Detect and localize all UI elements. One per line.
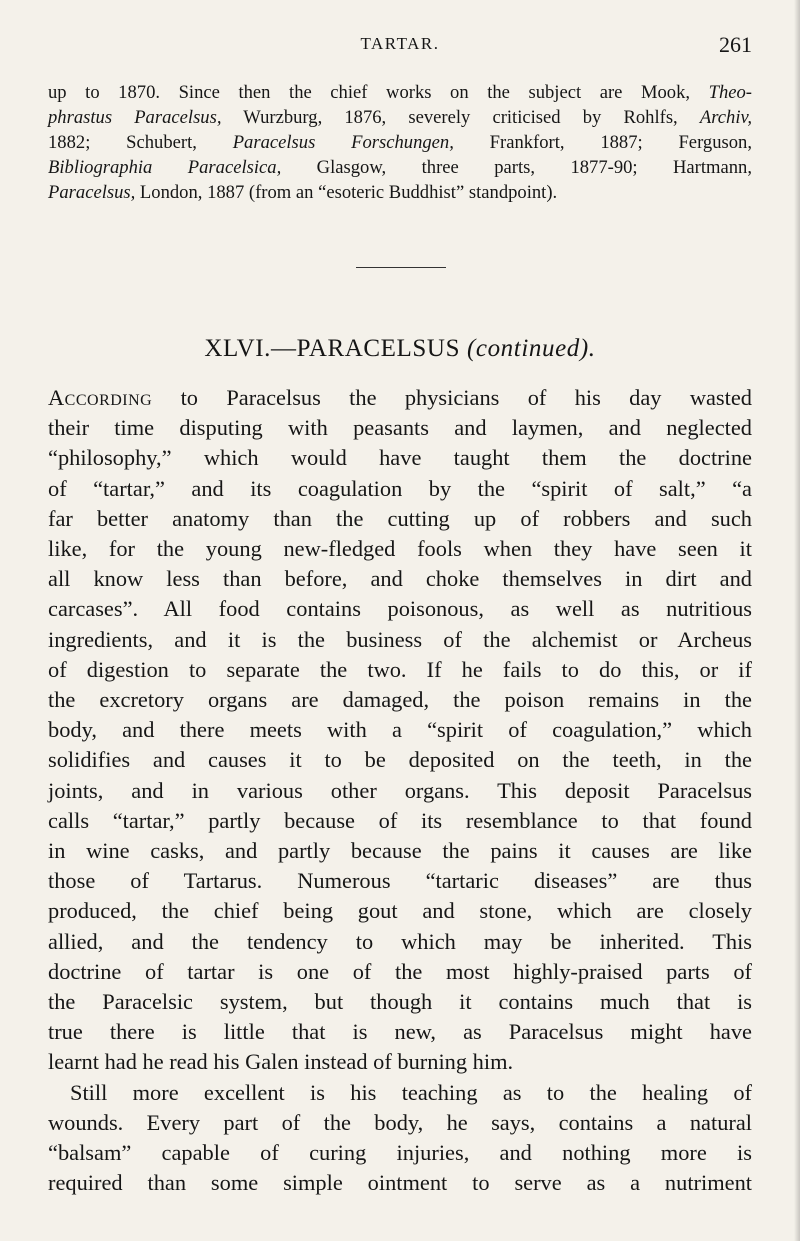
text-segment: those of Tartarus. Numerous “tartaric diseases” are thus xyxy=(48,868,752,894)
text-line xyxy=(48,443,752,473)
text-line xyxy=(48,655,752,685)
text-segment: “balsam” capable of curing injuries, and nothing more is xyxy=(48,1140,752,1166)
text-segment: 1882; Schubert, xyxy=(48,132,233,153)
text-line xyxy=(48,836,752,866)
text-line xyxy=(48,806,752,836)
text-line xyxy=(48,504,752,534)
text-line xyxy=(48,625,752,655)
text-line xyxy=(48,745,752,775)
text-line xyxy=(48,1108,752,1138)
text-line xyxy=(48,594,752,624)
text-segment: the Paracelsic system, but though it contains much that is xyxy=(48,989,752,1015)
text-segment: solidifies and causes it to be deposited on the teeth, in the xyxy=(48,747,752,773)
text-line xyxy=(48,1078,752,1108)
text-line xyxy=(48,957,752,987)
text-segment: up to 1870. Since then the chief works on the subject are Mook, xyxy=(48,82,709,103)
text-segment: wounds. Every part of the body, he says, contains a natural xyxy=(48,1109,752,1135)
text-segment: allied, and the tendency to which may be inherited. This xyxy=(48,928,752,954)
text-segment: London, 1887 (from an “esoteric Buddhist” standpoint). xyxy=(135,182,558,203)
text-segment: calls “tartar,” partly because of its resemblance to that found xyxy=(48,807,752,833)
footnote xyxy=(48,80,752,205)
text-segment: all know less than before, and choke themselves in dirt and xyxy=(48,566,752,592)
text-segment: “philosophy,” which would have taught them the doctrine xyxy=(48,445,752,471)
italic-title: Theo- xyxy=(708,82,752,103)
text-segment: of “tartar,” and its coagulation by the “spirit of salt,” “a xyxy=(48,475,752,501)
page-edge-shadow xyxy=(794,0,800,1241)
text-segment: like, for the young new-fledged fools when they have seen it xyxy=(48,536,752,562)
text-segment: the excretory organs are damaged, the poison remains in the xyxy=(48,687,752,713)
section-divider-rule xyxy=(356,267,446,268)
text-line xyxy=(48,474,752,504)
text-segment: in wine casks, and partly because the pains it causes are like xyxy=(48,838,752,864)
text-segment: required than some simple ointment to serve as a nutriment xyxy=(48,1170,752,1196)
text-segment: carcases”. All food contains poisonous, as well as nutritious xyxy=(48,596,752,622)
italic-title: Bibliographia Paracelsica, xyxy=(48,157,282,178)
text-segment: far better anatomy than the cutting up of robbers and such xyxy=(48,505,752,531)
running-title: TARTAR. xyxy=(360,34,440,53)
text-segment: produced, the chief being gout and stone, which are closely xyxy=(48,898,752,924)
chapter-title: XLVI.—PARACELSUS xyxy=(204,335,461,362)
text-line xyxy=(48,685,752,715)
text-line xyxy=(48,927,752,957)
text-line xyxy=(48,1017,752,1047)
text-segment: of digestion to separate the two. If he fails to do this, or if xyxy=(48,656,752,682)
text-line xyxy=(48,896,752,926)
opening-word: According xyxy=(48,385,153,410)
text-segment: ingredients, and it is the business of the alchemist or Archeus xyxy=(48,626,752,652)
text-line xyxy=(48,776,752,806)
text-line xyxy=(48,105,752,130)
italic-title: phrastus Paracelsus, xyxy=(48,107,222,128)
text-line xyxy=(48,1138,752,1168)
text-line xyxy=(48,534,752,564)
text-line xyxy=(48,715,752,745)
text-line xyxy=(48,80,752,105)
text-segment: joints, and in various other organs. This deposit Paracelsus xyxy=(48,777,752,803)
text-line xyxy=(48,155,752,180)
text-line xyxy=(48,383,752,413)
text-segment: Glasgow, three parts, 1877-90; Hartmann, xyxy=(281,157,753,178)
text-segment: learnt had he read his Galen instead of burning him. xyxy=(48,1049,514,1075)
text-line xyxy=(48,413,752,443)
text-segment: Still more excellent is his teaching as to the healing of xyxy=(70,1079,752,1105)
text-line xyxy=(48,1047,752,1077)
text-segment: body, and there meets with a “spirit of coagulation,” which xyxy=(48,717,752,743)
text-segment: doctrine of tartar is one of the most highly-praised parts of xyxy=(48,958,752,984)
italic-title: Archiv, xyxy=(699,107,752,128)
text-segment: true there is little that is new, as Paracelsus might have xyxy=(48,1019,752,1045)
text-segment: Wurzburg, 1876, severely criticised by Rohlfs, xyxy=(221,107,700,128)
text-line xyxy=(48,130,752,155)
page-number: 261 xyxy=(719,32,752,57)
text-line xyxy=(48,1168,752,1198)
chapter-continued-label: (continued). xyxy=(466,335,596,362)
italic-title: Paracelsus Forschungen, xyxy=(232,132,454,153)
text-line xyxy=(48,180,752,205)
text-segment: their time disputing with peasants and laymen, and neglected xyxy=(48,415,752,441)
chapter-heading xyxy=(48,335,752,363)
text-line xyxy=(48,564,752,594)
text-line xyxy=(48,987,752,1017)
running-head xyxy=(48,32,752,62)
body-text xyxy=(48,383,752,1198)
text-segment: Frankfort, 1887; Ferguson, xyxy=(453,132,752,153)
text-segment: to Paracelsus the physicians of his day wasted xyxy=(152,385,752,410)
text-line xyxy=(48,866,752,896)
italic-title: Paracelsus, xyxy=(48,182,136,203)
